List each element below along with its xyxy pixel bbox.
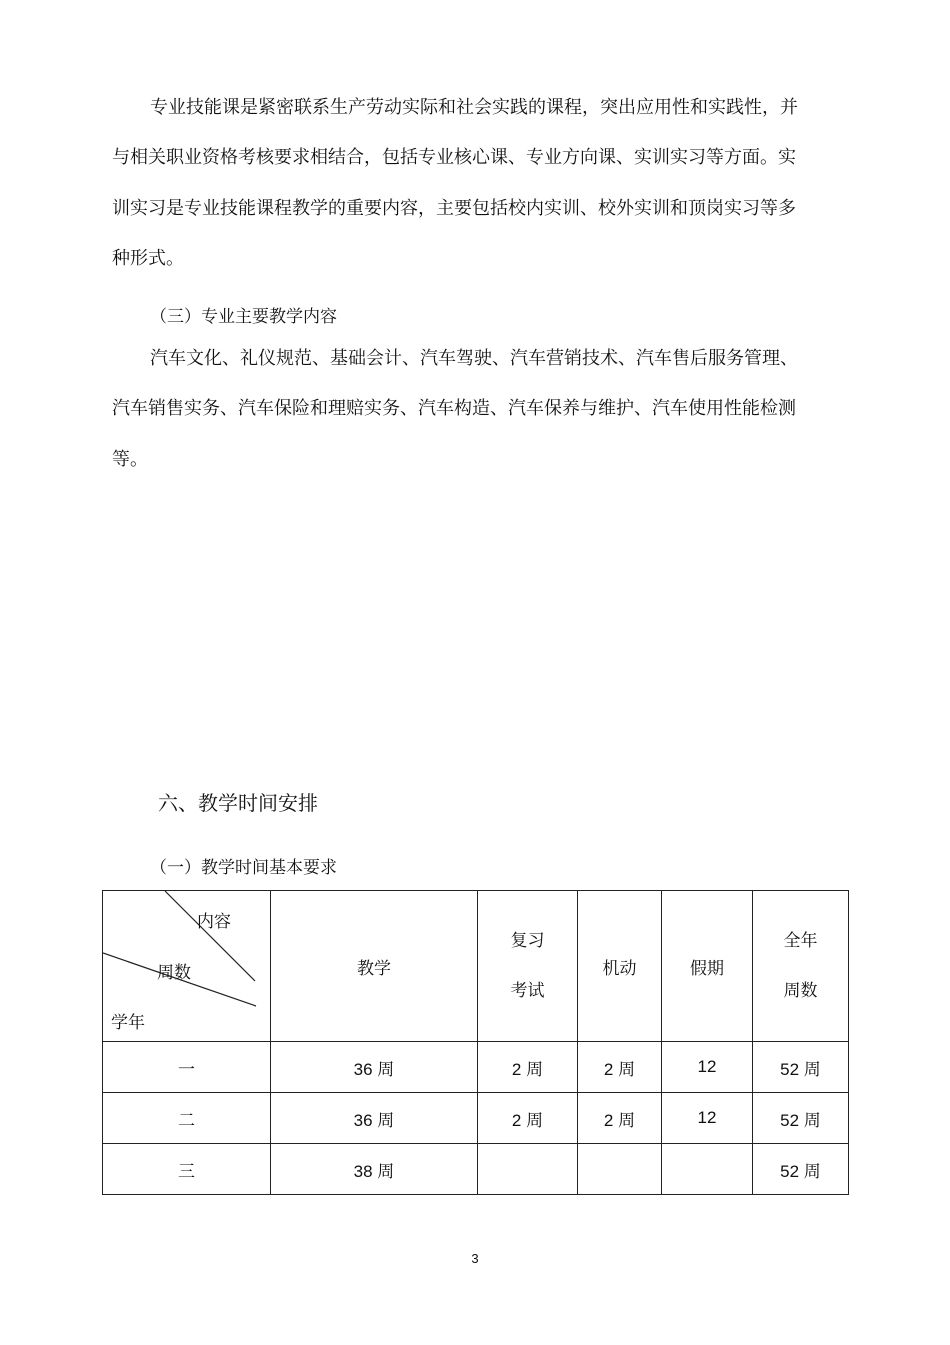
header-review-line-2: 考试 xyxy=(510,981,545,1001)
content-line-3: 等。 xyxy=(112,449,148,470)
content-line-2: 汽车销售实务、汽车保险和理赔实务、汽车构造、汽车保养与维护、汽车使用性能检测 xyxy=(112,398,796,419)
cell-total: 52 周 xyxy=(753,1093,849,1144)
cell-review xyxy=(478,1144,578,1195)
header-total-weeks xyxy=(753,891,849,1042)
table-row xyxy=(103,1042,849,1093)
cell-year: 三 xyxy=(103,1144,271,1195)
cell-teaching: 36 周 xyxy=(271,1042,478,1093)
cell-review: 2 周 xyxy=(478,1093,578,1144)
table-header-row xyxy=(103,891,849,1042)
paragraph-line-4: 种形式。 xyxy=(112,248,184,269)
corner-label-content: 内容 xyxy=(197,912,231,932)
cell-year: 一 xyxy=(103,1042,271,1093)
cell-flexible xyxy=(578,1144,662,1195)
paragraph-line-2: 与相关职业资格考核要求相结合，包括专业核心课、专业方向课、实训实习等方面。实 xyxy=(112,147,796,168)
section-6-subtitle: （一）教学时间基本要求 xyxy=(150,858,337,878)
cell-teaching: 36 周 xyxy=(271,1093,478,1144)
corner-label-weeks: 周数 xyxy=(157,963,191,983)
cell-total: 52 周 xyxy=(753,1042,849,1093)
cell-holiday: 12 xyxy=(662,1042,753,1093)
paragraph-line-3: 训实习是专业技能课程教学的重要内容，主要包括校内实训、校外实训和顶岗实习等多 xyxy=(112,198,796,219)
section-6-title: 六、教学时间安排 xyxy=(158,791,318,815)
cell-holiday: 12 xyxy=(662,1093,753,1144)
cell-total: 52 周 xyxy=(753,1144,849,1195)
table-row xyxy=(103,1144,849,1195)
header-review-exam xyxy=(478,891,578,1042)
header-total-line-1: 全年 xyxy=(783,931,818,951)
section-3-title: （三）专业主要教学内容 xyxy=(150,307,337,327)
table-row xyxy=(103,1093,849,1144)
content-line-1: 汽车文化、礼仪规范、基础会计、汽车驾驶、汽车营销技术、汽车售后服务管理、 xyxy=(150,348,798,369)
header-teaching: 教学 xyxy=(271,891,478,1042)
cell-flexible: 2 周 xyxy=(578,1042,662,1093)
cell-teaching: 38 周 xyxy=(271,1144,478,1195)
header-review-line-1: 复习 xyxy=(510,931,545,951)
cell-year: 二 xyxy=(103,1093,271,1144)
diagonal-header-cell xyxy=(103,891,271,1042)
cell-flexible: 2 周 xyxy=(578,1093,662,1144)
cell-holiday xyxy=(662,1144,753,1195)
paragraph-line-1: 专业技能课是紧密联系生产劳动实际和社会实践的课程，突出应用性和实践性，并 xyxy=(150,97,798,118)
page-number: 3 xyxy=(471,1251,479,1266)
schedule-table xyxy=(102,890,849,1195)
header-total-line-2: 周数 xyxy=(783,981,818,1001)
corner-label-year: 学年 xyxy=(111,1013,145,1033)
cell-review: 2 周 xyxy=(478,1042,578,1093)
header-flexible: 机动 xyxy=(578,891,662,1042)
header-holiday: 假期 xyxy=(662,891,753,1042)
